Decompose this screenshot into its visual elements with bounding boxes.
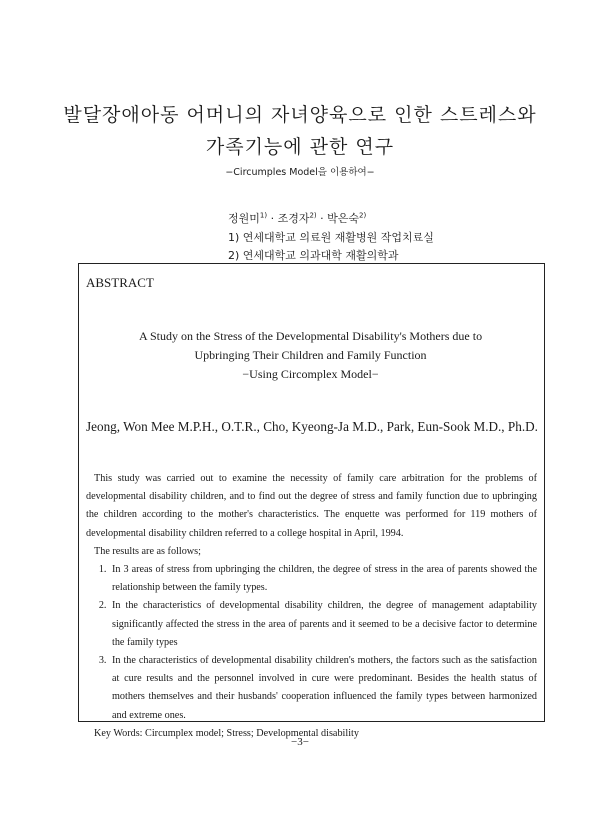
author-separator: · xyxy=(316,212,328,225)
author-name: 정원미 xyxy=(228,212,260,225)
korean-author-list xyxy=(228,210,366,226)
korean-title-line-2: 가족기능에 관한 연구 xyxy=(205,136,395,158)
english-author-names: Jeong, Won Mee M.P.H., O.T.R., Cho, Kyeong-Ja M.D., Park, Eun-Sook M.D., Ph.D. xyxy=(86,419,538,434)
results-list xyxy=(86,561,537,725)
affiliation-1: 1) 연세대학교 의료원 재활병원 작업치료실 xyxy=(228,231,434,244)
abstract-body xyxy=(86,470,537,743)
result-item: 2. In the characteristics of developmental disability children, the degree of management adaptability significantly affected the stress in the area of parents and it seemed to be a decisive factor to determine the family types xyxy=(109,597,537,652)
results-intro: The results are as follows; xyxy=(94,545,201,557)
author-name: 조경자 xyxy=(277,212,310,225)
english-title-line-2: Upbringing Their Children and Family Function xyxy=(194,348,427,362)
affiliation-2: 2) 연세대학교 의과대학 재활의학과 xyxy=(228,249,399,262)
affiliation-mark: 2) xyxy=(309,211,317,220)
korean-subtitle: −Circumples Model을 이용하여− xyxy=(225,167,375,178)
affiliation-mark: 1) xyxy=(259,211,268,220)
author-separator: · xyxy=(267,212,278,225)
affiliation-mark: 2) xyxy=(359,211,367,220)
author-name: 박은숙 xyxy=(327,212,360,225)
english-title-line-1: A Study on the Stress of the Developmental Disability's Mothers due to xyxy=(138,329,483,343)
result-item: 3. In the characteristics of developmental disability children's mothers, the factors such as the satisfaction at cure results and the personnel involved in cure were predominant. Besides the health status of mothers themselves and their husbands' cooperation influenced the family types between harmonized and extreme ones. xyxy=(109,652,537,725)
page-number: −3− xyxy=(291,736,309,748)
abstract-intro: This study was carried out to examine the necessity of family care arbitration for the problems of developmental disability children, and to find out the degree of stress and family function due to upbringing the children according to the mother's characteristics. The enquette was performed for 119 mothers of developmental disability children referred to a college hospital in April, 1994. xyxy=(86,473,537,539)
english-subtitle: −Using Circomplex Model− xyxy=(242,367,379,381)
key-words: Key Words: Circumplex model; Stress; Developmental disability xyxy=(94,727,359,739)
korean-title-line-1: 발달장애아동 어머니의 자녀양육으로 인한 스트레스와 xyxy=(63,104,537,126)
abstract-heading: ABSTRACT xyxy=(86,275,154,290)
result-item: 1. In 3 areas of stress from upbringing the children, the degree of stress in the area of parents showed the relationship between the family types. xyxy=(109,561,537,597)
